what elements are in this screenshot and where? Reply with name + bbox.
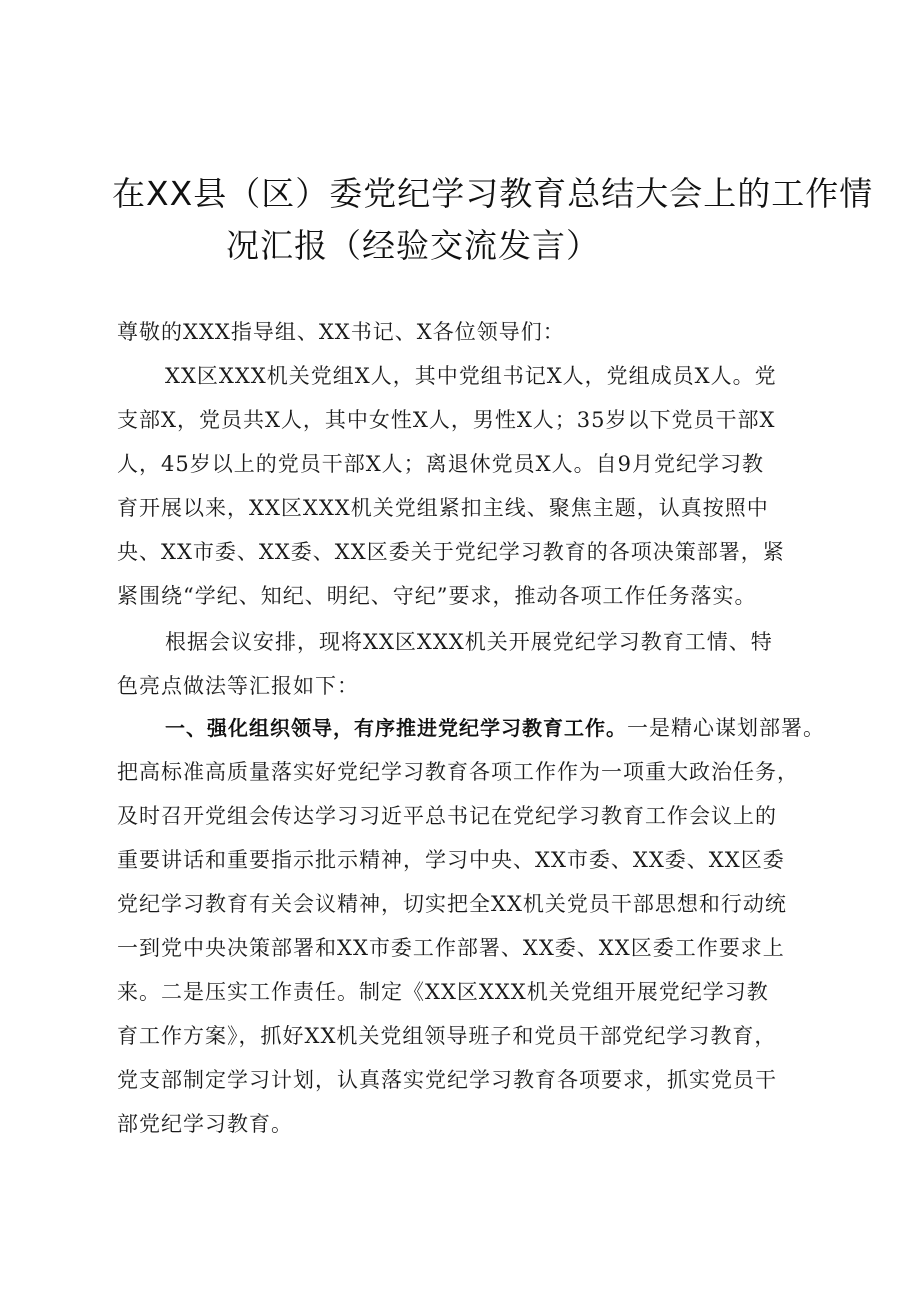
- paragraph-line: 央、XX市委、XX委、XX区委关于党纪学习教育的各项决策部署，紧: [117, 540, 785, 564]
- paragraph-line: 把高标准高质量落实好党纪学习教育各项工作作为一项重大政治任务，: [117, 760, 799, 784]
- paragraph-line: 及时召开党组会传达学习习近平总书记在党纪学习教育工作会议上的: [117, 804, 777, 828]
- document-title-line-1: 在XX县（区）委党纪学习教育总结大会上的工作情: [112, 174, 874, 213]
- paragraph-line: 党支部制定学习计划，认真落实党纪学习教育各项要求，抓实党员干: [117, 1068, 777, 1092]
- paragraph-line: XX区XXX机关党组X人，其中党组书记X人，党组成员X人。党: [165, 364, 777, 388]
- paragraph-line: 根据会议安排，现将XX区XXX机关开展党纪学习教育工情、特: [165, 630, 773, 654]
- paragraph-line: 一到党中央决策部署和XX市委工作部署、XX委、XX区委工作要求上: [117, 936, 785, 960]
- paragraph-line: 人，45岁以上的党员干部X人；离退休党员X人。自9月党纪学习教: [117, 452, 764, 476]
- paragraph-line: 部党纪学习教育。: [117, 1112, 293, 1136]
- paragraph-line: 育工作方案》，抓好XX机关党组领导班子和党员干部党纪学习教育，: [117, 1024, 777, 1048]
- paragraph-line: 紧围绕“学纪、知纪、明纪、守纪”要求，推动各项工作任务落实。: [117, 584, 757, 608]
- paragraph-line-first: [165, 712, 825, 742]
- paragraph-line: 党纪学习教育有关会议精神，切实把全XX机关党员干部思想和行动统: [117, 892, 787, 916]
- paragraph-line: 育开展以来，XX区XXX机关党组紧扣主线、聚焦主题，认真按照中: [117, 496, 769, 520]
- paragraph-line: 来。二是压实工作责任。制定《XX区XXX机关党组开展党纪学习教: [117, 980, 769, 1004]
- document-title-line-2: 况汇报（经验交流发言）: [226, 226, 600, 265]
- section-heading: 一、强化组织领导，有序推进党纪学习教育工作。: [165, 716, 627, 740]
- paragraph-line: 重要讲话和重要指示批示精神，学习中央、XX市委、XX委、XX区委: [117, 848, 785, 872]
- paragraph-line: 色亮点做法等汇报如下：: [117, 674, 359, 698]
- section-heading-tail: 一是精心谋划部署。: [627, 716, 825, 740]
- paragraph-line: 支部X，党员共X人，其中女性X人，男性X人；35岁以下党员干部X: [117, 408, 776, 432]
- salutation: 尊敬的XXX指导组、XX书记、X各位领导们：: [117, 320, 565, 344]
